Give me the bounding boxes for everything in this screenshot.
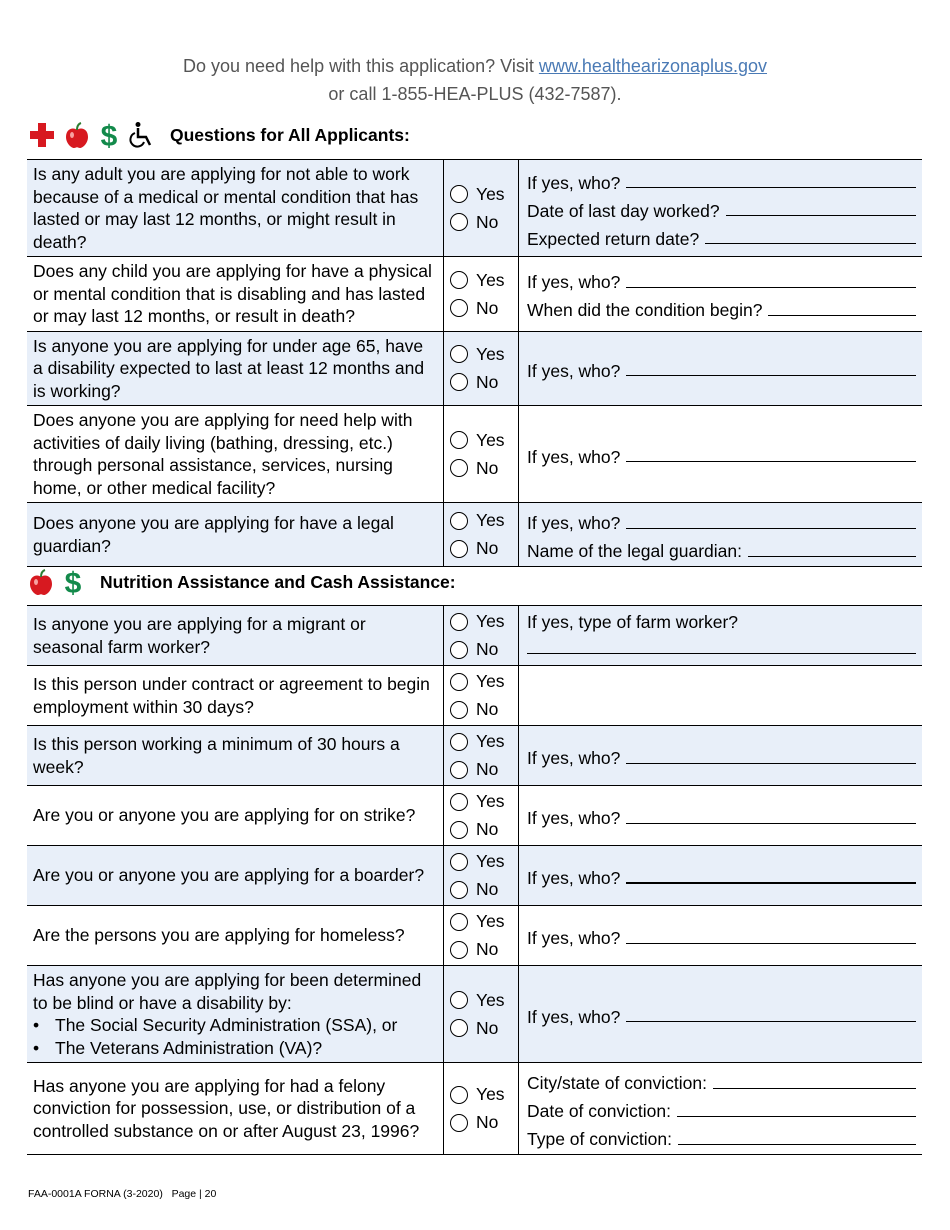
dollar-icon	[62, 567, 84, 597]
no-radio[interactable]	[450, 299, 468, 317]
answer-cell	[519, 331, 923, 406]
who-field[interactable]: If yes, who?	[527, 1000, 916, 1028]
question-row	[27, 906, 922, 966]
no-option[interactable]: No	[450, 636, 518, 664]
svg-text:$: $	[100, 120, 118, 150]
svg-text:$: $	[64, 567, 82, 597]
help-banner	[0, 52, 950, 108]
yes-option[interactable]: Yes	[450, 180, 518, 208]
question-row	[27, 160, 922, 257]
question-text: Is anyone you are applying for a migrant or seasonal farm worker?	[27, 606, 444, 666]
section-all-applicants-header	[28, 120, 410, 150]
question-text: Does any child you are applying for have a physical or mental condition that is disabling and has lasted or may last 12 months, or result in death?	[27, 257, 444, 332]
yes-option[interactable]: Yes	[450, 1081, 518, 1109]
no-radio[interactable]	[450, 641, 468, 659]
question-row	[27, 257, 922, 332]
no-radio[interactable]	[450, 540, 468, 558]
answer-cell	[519, 666, 923, 726]
conviction-date-field[interactable]: Date of conviction:	[527, 1095, 916, 1123]
answer-cell	[519, 606, 923, 666]
yes-no-group	[444, 503, 519, 567]
yes-option[interactable]: Yes	[450, 848, 518, 876]
question-row	[27, 786, 922, 846]
no-radio[interactable]	[450, 821, 468, 839]
yes-option[interactable]: Yes	[450, 986, 518, 1014]
yes-radio[interactable]	[450, 913, 468, 931]
red-cross-icon	[28, 121, 56, 149]
question-row	[27, 966, 922, 1063]
question-text: Is anyone you are applying for under age 65, have a disability expected to last at least 12 months and is working?	[27, 331, 444, 406]
answer-cell	[519, 257, 923, 332]
yes-radio[interactable]	[450, 271, 468, 289]
yes-no-group	[444, 160, 519, 257]
section-all-applicants-title: Questions for All Applicants:	[170, 124, 410, 145]
answer-cell	[519, 906, 923, 966]
yes-option[interactable]: Yes	[450, 507, 518, 535]
yes-radio[interactable]	[450, 1086, 468, 1104]
who-field[interactable]: If yes, who?	[527, 742, 916, 770]
yes-radio[interactable]	[450, 673, 468, 691]
yes-radio[interactable]	[450, 733, 468, 751]
farm-worker-type-field[interactable]	[527, 634, 916, 660]
section-nutrition-cash-header	[28, 567, 456, 597]
yes-no-group	[444, 257, 519, 332]
question-row	[27, 406, 922, 503]
question-row	[27, 503, 922, 567]
yes-radio[interactable]	[450, 793, 468, 811]
no-option[interactable]: No	[450, 294, 518, 322]
no-option[interactable]: No	[450, 696, 518, 724]
no-radio[interactable]	[450, 881, 468, 899]
yes-no-group	[444, 966, 519, 1063]
yes-no-group	[444, 606, 519, 666]
no-radio[interactable]	[450, 701, 468, 719]
yes-option[interactable]: Yes	[450, 266, 518, 294]
farm-worker-type-label: If yes, type of farm worker?	[527, 612, 739, 633]
yes-no-group	[444, 786, 519, 846]
question-row	[27, 331, 922, 406]
question-row	[27, 726, 922, 786]
question-text: Is this person under contract or agreement to begin employment within 30 days?	[27, 666, 444, 726]
yes-no-group	[444, 406, 519, 503]
answer-cell	[519, 160, 923, 257]
agency-list	[33, 1014, 437, 1059]
list-item: • The Social Security Administration (SSA), or	[33, 1014, 437, 1037]
no-radio[interactable]	[450, 213, 468, 231]
yes-option[interactable]: Yes	[450, 426, 518, 454]
no-option[interactable]: No	[450, 368, 518, 396]
no-option[interactable]: No	[450, 1014, 518, 1042]
yes-no-group	[444, 726, 519, 786]
page-number: Page | 20	[171, 1188, 217, 1200]
help-link[interactable]: www.healthearizonaplus.gov	[538, 56, 768, 76]
no-radio[interactable]	[450, 941, 468, 959]
yes-no-group	[444, 846, 519, 906]
no-option[interactable]: No	[450, 756, 518, 784]
yes-no-group	[444, 1063, 519, 1155]
no-radio[interactable]	[450, 761, 468, 779]
who-field[interactable]: If yes, who?	[527, 354, 916, 382]
yes-option[interactable]: Yes	[450, 788, 518, 816]
yes-option[interactable]: Yes	[450, 340, 518, 368]
yes-radio[interactable]	[450, 853, 468, 871]
yes-radio[interactable]	[450, 185, 468, 203]
answer-cell	[519, 726, 923, 786]
question-row	[27, 1063, 922, 1155]
yes-radio[interactable]	[450, 512, 468, 530]
no-radio[interactable]	[450, 1019, 468, 1037]
answer-cell	[519, 786, 923, 846]
who-field[interactable]: If yes, who?	[527, 802, 916, 830]
question-text: Is this person working a minimum of 30 hours a week?	[27, 726, 444, 786]
help-call: or call 1-855-HEA-PLUS (432-7587).	[328, 84, 622, 104]
conviction-city-state-field[interactable]: City/state of conviction:	[527, 1067, 916, 1095]
who-field[interactable]: If yes, who?	[527, 266, 916, 294]
who-field[interactable]: If yes, who?	[527, 922, 916, 950]
form-id: FAA-0001A FORNA (3-2020)	[28, 1188, 163, 1200]
answer-cell	[519, 966, 923, 1063]
no-option[interactable]: No	[450, 535, 518, 563]
who-field[interactable]: If yes, who?	[527, 166, 916, 194]
condition-begin-field[interactable]: When did the condition begin?	[527, 294, 916, 322]
answer-cell	[519, 1063, 923, 1155]
who-field[interactable]: If yes, who?	[527, 862, 916, 890]
help-text: Do you need help with this application? Visit	[182, 56, 534, 76]
yes-radio[interactable]	[450, 991, 468, 1009]
conviction-type-field[interactable]: Type of conviction:	[527, 1123, 916, 1151]
legal-guardian-name-field[interactable]: Name of the legal guardian:	[527, 535, 916, 563]
apple-icon	[28, 568, 54, 596]
yes-radio[interactable]	[450, 431, 468, 449]
yes-option[interactable]: Yes	[450, 728, 518, 756]
answer-cell	[519, 406, 923, 503]
no-option[interactable]: No	[450, 876, 518, 904]
question-text: Are the persons you are applying for homeless?	[27, 906, 444, 966]
yes-option[interactable]: Yes	[450, 608, 518, 636]
question-text	[27, 966, 444, 1063]
no-radio[interactable]	[450, 459, 468, 477]
who-field[interactable]: If yes, who?	[527, 507, 916, 535]
dollar-icon	[98, 120, 120, 150]
answer-cell	[519, 503, 923, 567]
no-radio[interactable]	[450, 1114, 468, 1132]
yes-no-group	[444, 331, 519, 406]
question-text: Has anyone you are applying for had a felony conviction for possession, use, or distribution of a controlled substance on or after August 23, 1996?	[27, 1063, 444, 1155]
last-day-worked-field[interactable]: Date of last day worked?	[527, 194, 916, 222]
question-text: Are you or anyone you are applying for a boarder?	[27, 846, 444, 906]
yes-option[interactable]: Yes	[450, 908, 518, 936]
no-option[interactable]: No	[450, 1109, 518, 1137]
question-text: Are you or anyone you are applying for on strike?	[27, 786, 444, 846]
question-text: Does anyone you are applying for have a legal guardian?	[27, 503, 444, 567]
no-option[interactable]: No	[450, 454, 518, 482]
yes-no-group	[444, 666, 519, 726]
yes-option[interactable]: Yes	[450, 668, 518, 696]
question-text: Is any adult you are applying for not able to work because of a medical or mental condition that has lasted or may last 12 months, or might result in death?	[27, 160, 444, 257]
yes-radio[interactable]	[450, 345, 468, 363]
apple-icon	[64, 121, 90, 149]
all-applicants-table	[27, 159, 922, 567]
yes-radio[interactable]	[450, 613, 468, 631]
no-option[interactable]: No	[450, 816, 518, 844]
yes-no-group	[444, 906, 519, 966]
nutrition-cash-table	[27, 605, 922, 1155]
question-lead: Has anyone you are applying for been determined to be blind or have a disability by:	[33, 970, 422, 1013]
no-option[interactable]: No	[450, 208, 518, 236]
question-text: Does anyone you are applying for need help with activities of daily living (bathing, dressing, etc.) through personal assistance, services, nursing home, or other medical facility?	[27, 406, 444, 503]
question-row	[27, 606, 922, 666]
page-footer	[28, 1188, 216, 1200]
no-radio[interactable]	[450, 373, 468, 391]
list-item: • The Veterans Administration (VA)?	[33, 1037, 437, 1060]
answer-cell	[519, 846, 923, 906]
who-field[interactable]: If yes, who?	[527, 440, 916, 468]
question-row	[27, 846, 922, 906]
question-row	[27, 666, 922, 726]
section-nutrition-cash-title: Nutrition Assistance and Cash Assistance:	[100, 571, 456, 592]
wheelchair-icon	[128, 121, 154, 149]
expected-return-date-field[interactable]: Expected return date?	[527, 222, 916, 250]
no-option[interactable]: No	[450, 936, 518, 964]
